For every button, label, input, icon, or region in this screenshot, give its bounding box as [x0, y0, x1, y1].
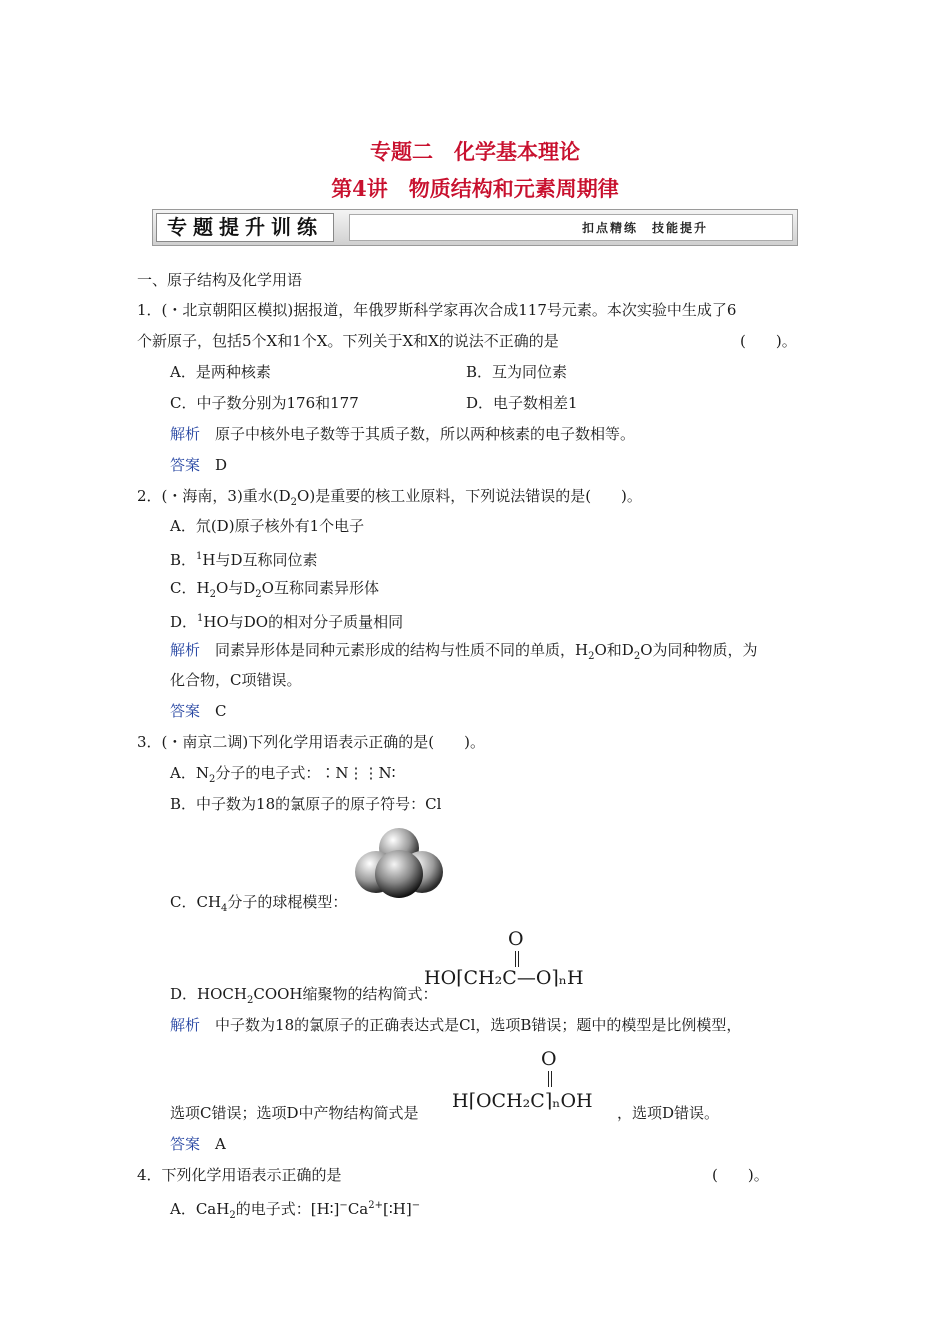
q2-option-b	[170, 547, 318, 570]
q4-answer-paren: ( )。	[712, 1166, 769, 1184]
q2-answer	[170, 701, 227, 721]
q4-opta-sup1: −	[339, 1200, 348, 1211]
q1-answer-value: D	[215, 456, 228, 474]
q1-answer	[170, 455, 227, 475]
q4-stem: 4．下列化学用语表示正确的是	[137, 1166, 342, 1184]
answer-label: 答案	[170, 1135, 201, 1153]
q2-optc-sub2: 2	[255, 589, 262, 600]
q2-stem-sub: 2	[290, 497, 298, 508]
q1-stem-line2: 个新原子，包括5个X和1个X。下列关于X和X的说法不正确的是	[137, 332, 559, 350]
q3-formula1-oxygen: O	[508, 928, 524, 950]
q4-opta-sup3: −	[411, 1200, 421, 1211]
q2-optc-a: C．H	[170, 579, 210, 597]
page-subtitle: 第4讲 物质结构和元素周期律	[331, 176, 619, 201]
q4-opta-d: [∶H]	[382, 1200, 412, 1218]
q2-optd-a: D．	[170, 613, 198, 631]
q4-opta-a: A．CaH	[170, 1200, 230, 1218]
q3-formula2-oxygen: O	[541, 1048, 557, 1070]
q2-analysis-a: 同素异形体是同种元素形成的结构与性质不同的单质，H	[215, 641, 589, 659]
q3-analysis-line2: 选项C错误；选项D中产物结构简式是	[170, 1104, 419, 1122]
q2-optd-sup: 1	[197, 613, 204, 624]
section-banner	[152, 209, 798, 246]
q2-analysis-c: O为同种物质，为	[640, 641, 758, 659]
q3-stem: 3．(・南京二调)下列化学用语表示正确的是( )。	[137, 733, 485, 751]
q2-option-d	[170, 609, 403, 632]
q2-analysis-sub2: 2	[633, 651, 641, 662]
q1-analysis	[170, 424, 635, 444]
q4-option-a	[170, 1196, 420, 1226]
q2-optd-b: HO与DO的相对分子质量相同	[203, 613, 404, 631]
q3-formula2: H⌈OCH₂C⌉ₙOH	[452, 1090, 593, 1112]
q1-option-c: C．中子数分别为176和177	[170, 394, 359, 412]
q3-option-b: B．中子数为18的氯原子的原子符号：Cl	[170, 795, 442, 813]
q1-answer-paren: ( )。	[740, 332, 797, 350]
q3-opta-b: 分子的电子式：	[215, 764, 321, 782]
answer-label: 答案	[170, 456, 201, 474]
q3-option-d	[170, 984, 438, 1011]
q2-optc-c: O互称同素异形体	[261, 579, 379, 597]
q4-opta-sup2: 2+	[368, 1200, 383, 1211]
q1-stem-line1: 1．(・北京朝阳区模拟)据报道，年俄罗斯科学家再次合成117号元素。本次实验中生成了6	[137, 301, 737, 319]
answer-label: 答案	[170, 702, 201, 720]
q1-analysis-text: 原子中核外电子数等于其质子数，所以两种核素的电子数相等。	[215, 425, 636, 443]
q1-option-d: D．电子数相差1	[466, 394, 578, 412]
methane-model-image	[354, 826, 444, 906]
q3-optc-b: 分子的球棍模型：	[227, 893, 348, 911]
page-title: 专题二 化学基本理论	[370, 139, 580, 164]
analysis-label: 解析	[170, 641, 201, 659]
q2-answer-value: C	[215, 702, 227, 720]
q3-answer-value: A	[215, 1135, 226, 1153]
q4-opta-b: 的电子式：[H∶]	[235, 1200, 340, 1218]
q2-option-c	[170, 578, 379, 605]
q3-formula1: HO⌈CH₂C—O⌉ₙH	[424, 967, 584, 989]
q4-opta-sub: 2	[229, 1210, 236, 1221]
q3-answer	[170, 1134, 226, 1154]
q2-option-a: A．氘(D)原子核外有1个电子	[170, 517, 365, 535]
q1-option-b: B．互为同位素	[466, 363, 568, 381]
q1-option-a: A．是两种核素	[170, 363, 271, 381]
banner-tagline: 扣点精练 技能提升	[349, 214, 793, 241]
analysis-label: 解析	[170, 425, 201, 443]
q3-optc-sub: 4	[221, 903, 228, 914]
q2-optc-b: O与D	[215, 579, 256, 597]
q3-formula2-double-bond	[548, 1071, 552, 1087]
q2-stem-a: 2．(・海南，3)重水(D	[137, 487, 291, 505]
q3-option-a	[170, 763, 396, 790]
q2-analysis-b: O和D	[594, 641, 634, 659]
q4-opta-c: Ca	[347, 1200, 369, 1218]
section-heading: 一、原子结构及化学用语	[137, 271, 303, 289]
q3-optd-sub: 2	[246, 995, 254, 1006]
q3-opta-a: A．N	[170, 764, 209, 782]
q2-optb-a: B．	[170, 551, 197, 569]
q2-optb-sup: 1	[196, 551, 203, 562]
q3-optd-b: COOH缩聚物的结构简式：	[253, 985, 438, 1003]
q3-opta-formula: ∶N⋮⋮N∶	[320, 764, 396, 782]
q3-option-c	[170, 892, 347, 919]
q3-optd-a: D．HOCH	[170, 985, 247, 1003]
q3-analysis-tail: ，选项D错误。	[617, 1104, 720, 1122]
q3-analysis-text: 中子数为18的氯原子的正确表达式是Cl，选项B错误；题中的模型是比例模型，	[215, 1016, 742, 1034]
q2-optc-sub1: 2	[209, 589, 216, 600]
q2-analysis	[170, 640, 758, 667]
q3-opta-sub: 2	[208, 774, 216, 785]
q2-analysis-line2: 化合物，C项错误。	[170, 671, 302, 689]
q2-optb-b: H与D互称同位素	[202, 551, 318, 569]
banner-title: 专题提升训练	[156, 213, 334, 242]
q3-optc-a: C．CH	[170, 893, 222, 911]
q2-stem	[137, 486, 642, 513]
q3-formula1-double-bond	[515, 951, 519, 967]
q2-analysis-sub1: 2	[588, 651, 595, 662]
analysis-label: 解析	[170, 1016, 201, 1034]
q2-stem-b: O)是重要的核工业原料，下列说法错误的是( )。	[297, 487, 642, 505]
q3-analysis	[170, 1015, 741, 1035]
